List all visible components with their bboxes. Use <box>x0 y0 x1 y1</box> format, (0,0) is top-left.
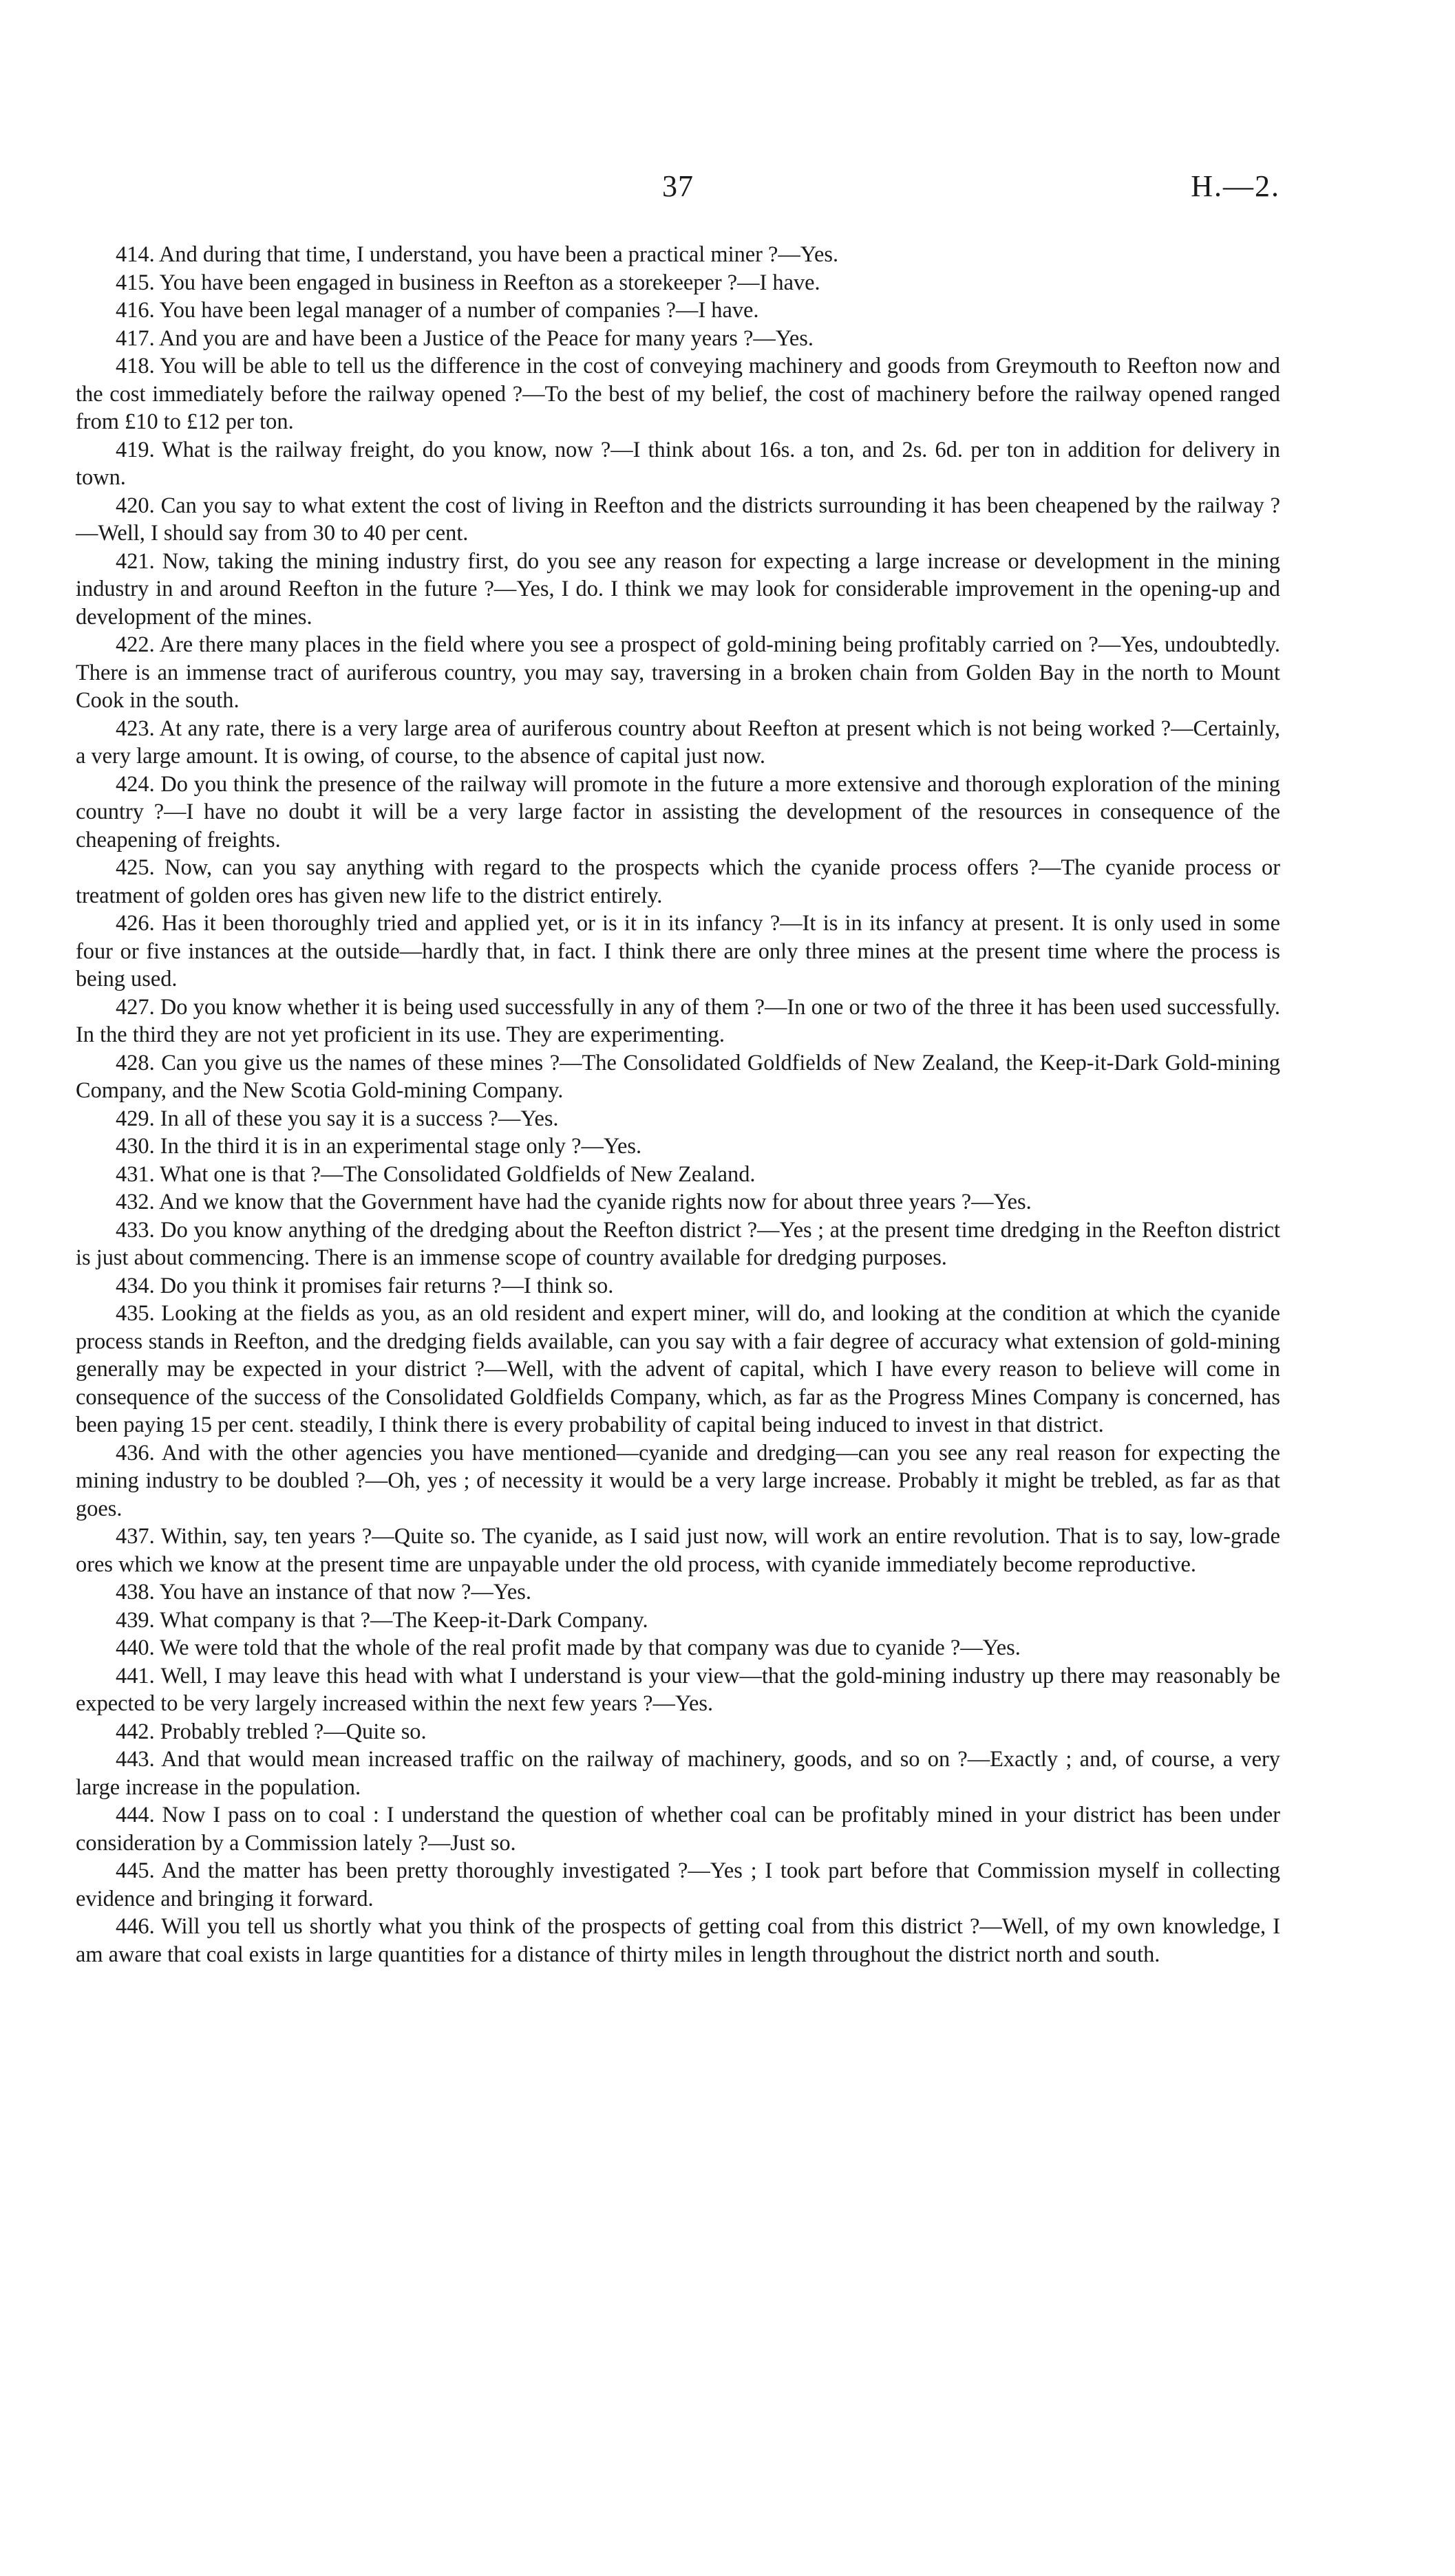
question-436: 436. And with the other agencies you have mentioned—cyanide and dredging—can you see any real reason for expecting the mining industry to be doubled ?—Oh, yes ; of necessity it would be a very large increase. Probably it might be trebled, as far as that goes. <box>76 1440 1280 1521</box>
question-425: 425. Now, can you say anything with regard to the prospects which the cyanide process offers ?—The cyanide process or treatment of golden ores has given new life to the district entirely. <box>76 855 1280 908</box>
question-427: 427. Do you know whether it is being used successfully in any of them ?—In one or two of the three it has been used successfully. In the third they are not yet proficient in its use. They are experimenting. <box>76 994 1280 1047</box>
question-420: 420. Can you say to what extent the cost of living in Reefton and the districts surrounding it has been cheapened by the railway ?—Well, I should say from 30 to 40 per cent. <box>76 493 1280 546</box>
question-424: 424. Do you think the presence of the railway will promote in the future a more extensive and thorough exploration of the mining country ?—I have no doubt it will be a very large factor in assisting the development of the resources in consequence of the cheapening of freights. <box>76 771 1280 852</box>
question-426: 426. Has it been thoroughly tried and applied yet, or is it in its infancy ?—It is in its infancy at present. It is only used in some four or five instances at the outside—hardly that, in fact. I think there are only three mines at the present time where the process is being used. <box>76 911 1280 991</box>
question-440: 440. We were told that the whole of the real profit made by that company was due to cyanide ?—Yes. <box>116 1635 1021 1660</box>
question-443: 443. And that would mean increased traffic on the railway of machinery, goods, and so on ?—Exactly ; and, of course, a very large increase in the population. <box>76 1747 1280 1800</box>
testimony-body <box>76 241 1280 1968</box>
question-435: 435. Looking at the fields as you, as an old resident and expert miner, will do, and looking at the condition at which the cyanide process stands in Reefton, and the dredging fields available, can you say with a fair degree of accuracy what extension of gold-mining generally may be expected in your district ?—Well, with the advent of capital, which I have every reason to believe will come in consequence of the success of the Consolidated Goldfields Company, which, as far as the Progress Mines Company is concerned, has been paying 15 per cent. steadily, I think there is every probability of capital being induced to invest in that district. <box>76 1301 1280 1437</box>
question-442: 442. Probably trebled ?—Quite so. <box>116 1719 427 1744</box>
question-417: 417. And you are and have been a Justice of the Peace for many years ?—Yes. <box>116 325 814 351</box>
question-419: 419. What is the railway freight, do you know, now ?—I think about 16s. a ton, and 2s. 6d. per ton in addition for delivery in town. <box>76 437 1280 490</box>
question-421: 421. Now, taking the mining industry first, do you see any reason for expecting a large increase or development in the mining industry in and around Reefton in the future ?—Yes, I do. I think we may look for considerable improvement in the opening-up and development of the mines. <box>76 548 1280 630</box>
question-432: 432. And we know that the Government have had the cyanide rights now for about three years ?—Yes. <box>116 1190 1032 1214</box>
question-429: 429. In all of these you say it is a success ?—Yes. <box>116 1106 559 1131</box>
question-428: 428. Can you give us the names of these mines ?—The Consolidated Goldfields of New Zealand, the Keep-it-Dark Gold-mining Company, and the New Scotia Gold-mining Company. <box>76 1050 1280 1103</box>
question-438: 438. You have an instance of that now ?—Yes. <box>116 1580 531 1604</box>
question-414: 414. And during that time, I understand, you have been a practical miner ?—Yes. <box>116 242 839 267</box>
question-444: 444. Now I pass on to coal : I understand the question of whether coal can be profitably mined in your district has been under consideration by a Commission lately ?—Just so. <box>76 1803 1280 1856</box>
question-441: 441. Well, I may leave this head with what I understand is your view—that the gold-mining industry up there may reasonably be expected to be very largely increased within the next few years ?—Yes. <box>76 1663 1280 1716</box>
question-423: 423. At any rate, there is a very large area of auriferous country about Reefton at present which is not being worked ?—Certainly, a very large amount. It is owing, of course, to the absence of capital just now. <box>76 716 1280 769</box>
question-418: 418. You will be able to tell us the difference in the cost of conveying machinery and goods from Greymouth to Reefton now and the cost immediately before the railway opened ?—To the best of my belief, the cost of machinery before the railway opened ranged from £10 to £12 per ton. <box>76 354 1280 434</box>
question-437: 437. Within, say, ten years ?—Quite so. The cyanide, as I said just now, will work an entire revolution. That is to say, low-grade ores which we know at the present time are unpayable under the old process, with cyanide immediately become reproductive. <box>76 1524 1280 1577</box>
page-number: 37 <box>662 169 694 203</box>
question-416: 416. You have been legal manager of a number of companies ?—I have. <box>116 298 759 323</box>
question-445: 445. And the matter has been pretty thoroughly investigated ?—Yes ; I took part before that Commission myself in collecting evidence and bringing it forward. <box>76 1858 1280 1911</box>
page-header <box>76 169 1280 210</box>
question-434: 434. Do you think it promises fair returns ?—I think so. <box>116 1273 614 1298</box>
question-433: 433. Do you know anything of the dredging about the Reefton district ?—Yes ; at the present time dredging in the Reefton district is just about commencing. There is an immense scope of country available for dredging purposes. <box>76 1217 1280 1270</box>
question-431: 431. What one is that ?—The Consolidated Goldfields of New Zealand. <box>116 1161 756 1187</box>
question-446: 446. Will you tell us shortly what you think of the prospects of getting coal from this district ?—Well, of my own knowledge, I am aware that coal exists in large quantities for a distance of thirty miles in length throughout the district north and south. <box>76 1914 1280 1967</box>
document-reference: H.—2. <box>1191 169 1280 203</box>
question-439: 439. What company is that ?—The Keep-it-Dark Company. <box>116 1607 648 1633</box>
question-422: 422. Are there many places in the field where you see a prospect of gold-mining being profitably carried on ?—Yes, undoubtedly. There is an immense tract of auriferous country, you may say, traversing in a broken chain from Golden Bay in the north to Mount Cook in the south. <box>76 632 1280 713</box>
question-415: 415. You have been engaged in business in Reefton as a storekeeper ?—I have. <box>116 270 820 295</box>
question-430: 430. In the third it is in an experimental stage only ?—Yes. <box>116 1134 642 1159</box>
